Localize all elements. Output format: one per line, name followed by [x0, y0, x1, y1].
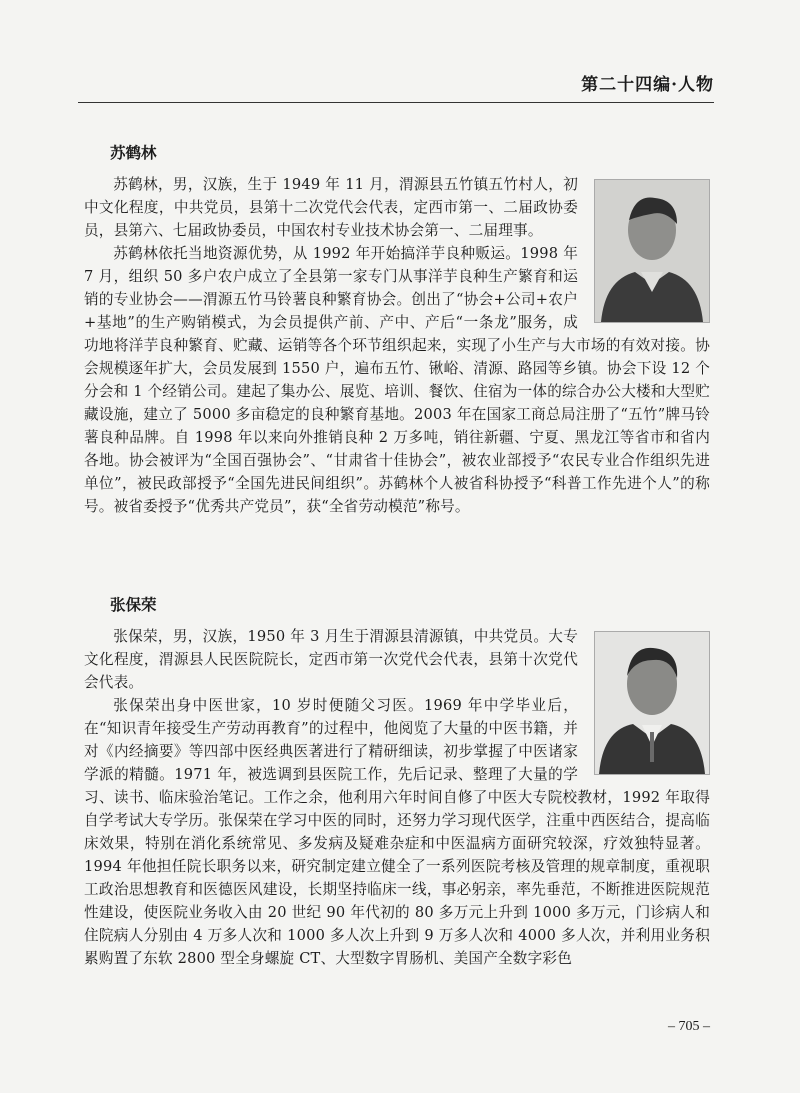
portrait-photo-icon: [594, 179, 710, 323]
biography-entry-zhang-baorong: [84, 593, 710, 970]
entry-name: 张保荣: [110, 596, 157, 614]
biography-paragraph: 张保荣出身中医世家，10 岁时便随父习医。1969 年中学毕业后，在“知识青年接受生产劳动再教育”的过程中，他阅览了大量的中医书籍，并对《内经摘要》等四部中医经典医著进行了精研细读，初步掌握了中医诸家学派的精髓。1971 年，被选调到县医院工作，先后记录、整理了大量的学习、读书、临床验治笔记。工作之余，他利用六年时间自修了中医大专院校教材，1992 年取得自学考试大专学历。张保荣在学习中医的同时，还努力学习现代医学，注重中西医结合，提高临床效果，特别在消化系统常见、多发病及疑难杂症和中医温病方面研究较深，疗效独特显著。1994 年他担任院长职务以来，研究制定建立健全了一系列医院考核及管理的规章制度，重视职工政治思想教育和医德医风建设，长期坚持临床一线，事必躬亲，率先垂范，不断推进医院规范性建设，使医院业务收入由 20 世纪 90 年代初的 80 多万元上升到 1000 多万元，门诊病人和住院病人分别由 4 万多人次和 1000 多人次上升到 9 万多人次和 4000 多人次，并利用业务积累购置了东软 2800 型全身螺旋 CT、大型数字胃肠机、美国产全数字彩色: [84, 697, 710, 967]
biography-paragraph: 苏鹤林，男，汉族，生于 1949 年 11 月，渭源县五竹镇五竹村人，初中文化程度，中共党员，县第十二次党代会代表，定西市第一、二届政协委员，县第六、七届政协委员，中国农村专业技术协会第一、二届理事。: [84, 176, 578, 239]
header-title: 第二十四编·人物: [581, 75, 714, 95]
running-header: [78, 58, 714, 103]
biography-entry-su-helin: [84, 141, 710, 518]
biography-paragraph: 张保荣，男，汉族，1950 年 3 月生于渭源县清源镇，中共党员。大专文化程度，渭源县人民医院院长，定西市第一次党代会代表，县第十次党代会代表。: [84, 628, 578, 691]
portrait-photo-icon: [594, 631, 710, 775]
biography-paragraph: 苏鹤林依托当地资源优势，从 1992 年开始搞洋芋良种贩运。1998 年 7 月，组织 50 多户农户成立了全县第一家专门从事洋芋良种生产繁育和运销的专业协会——渭源五竹马铃薯良种繁育协会。创出了“协会+公司+农户+基地”的生产购销模式，为会员提供产前、产中、产后“一条龙”服务，成功地将洋芋良种繁育、贮藏、运销等各个环节组织起来，实现了小生产与大市场的有效对接。协会规模逐年扩大，会员发展到 1550 户，遍布五竹、锹峪、清源、路园等乡镇。协会下设 12 个分会和 1 个经销公司。建起了集办公、展览、培训、餐饮、住宿为一体的综合办公大楼和大型贮藏设施，建立了 5000 多亩稳定的良种繁育基地。2003 年在国家工商总局注册了“五竹”牌马铃薯良种品牌。自 1998 年以来向外推销良种 2 万多吨，销往新疆、宁夏、黑龙江等省市和省内各地。协会被评为“全国百强协会”、“甘肃省十佳协会”，被农业部授予“农民专业合作组织先进单位”，被民政部授予“全国先进民间组织”。苏鹤林个人被省科协授予“科普工作先进个人”的称号。被省委授予“优秀共产党员”，获“全省劳动模范”称号。: [84, 245, 710, 515]
page-number: – 705 –: [668, 1019, 710, 1034]
entry-name: 苏鹤林: [110, 144, 157, 162]
